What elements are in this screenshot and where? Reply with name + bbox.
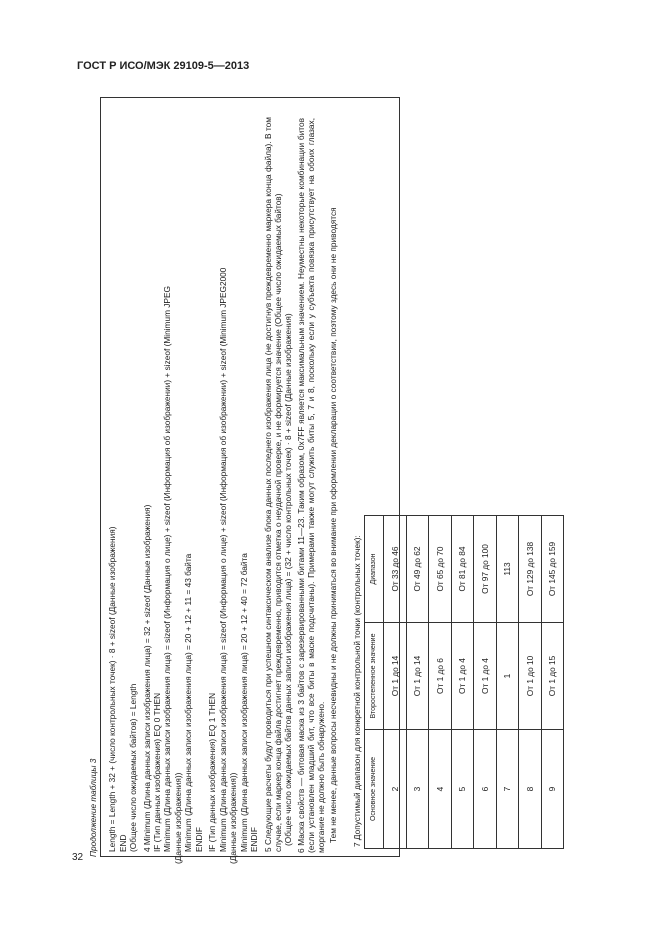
table-cell: 5 bbox=[451, 730, 474, 849]
range-table-body bbox=[384, 516, 564, 849]
table-cell: От 1 до 14 bbox=[406, 623, 429, 730]
note-paragraph-5: 5 Следующие расчеты будут проводиться при успешном синтаксическом анализе блока данных последнего изображения лица (не достигнув преждевременно маркера конца файла). В том случае, если маркер конца файла достигнет преждевременно, приводится отметка о неудачной проверке, и не формируется значение (Общее число ожидаемых байтов) bbox=[263, 117, 283, 852]
code-line: IF (Тип данных изображения) EQ 0 THEN bbox=[152, 692, 162, 852]
table-cell: 7 bbox=[496, 730, 519, 849]
table-cell: От 1 до 10 bbox=[519, 623, 542, 730]
table-cell: 1 bbox=[496, 623, 519, 730]
code-line: Minimum (Длина данных записи изображения лица) = sizeof (Информация о лице) + sizeof (Информация об изображении) + sizeof (Minimum JPEG bbox=[162, 286, 172, 852]
rotated-range-table bbox=[88, 92, 558, 857]
table-cell: От 65 до 70 bbox=[429, 516, 452, 623]
page-number: 32 bbox=[72, 852, 84, 863]
table-cell: От 49 до 62 bbox=[406, 516, 429, 623]
table-cell: 2 bbox=[384, 730, 407, 849]
table-row bbox=[406, 516, 429, 849]
table-cell: От 1 до 4 bbox=[474, 623, 497, 730]
table-cell: От 1 до 4 bbox=[451, 623, 474, 730]
code-line: Minimum (Длина данных записи изображения лица) = sizeof (Информация о лице) + sizeof (Информация об изображении) + sizeof (Minimum JPEG2000 bbox=[218, 267, 228, 852]
code-line: ENDIF bbox=[194, 827, 204, 852]
document-header: ГОСТ Р ИСО/МЭК 29109-5—2013 bbox=[77, 60, 250, 72]
note-paragraph-6: 6 Маска свойств — битовая маска из 3 байтов с зарезервированными битами 11—23. Таким образом, 0x7FF является максимальным значением. Неуместны некоторые комбинации битов (если установлен младший бит, что все биты в маске подсчитаны). Примерами также могут служить биты 5, 7 и 8, поскольку если у субъекта повязка присутствует на обоих глазах, моргание не должно быть обнаружено. bbox=[296, 118, 326, 853]
table-row bbox=[451, 516, 474, 849]
table-row bbox=[496, 516, 519, 849]
table-cell: От 1 до 6 bbox=[429, 623, 452, 730]
table-cell: 6 bbox=[474, 730, 497, 849]
table-row bbox=[474, 516, 497, 849]
code-line: ENDIF bbox=[249, 827, 259, 852]
code-line: IF (Тип данных изображения) EQ 1 THEN bbox=[207, 692, 217, 852]
table-row bbox=[429, 516, 452, 849]
table-header: Второстепенное значение bbox=[365, 623, 384, 730]
table-row bbox=[541, 516, 564, 849]
continuation-label: Продолжение таблицы 3 bbox=[88, 758, 98, 857]
range-table bbox=[364, 515, 564, 849]
table-cell: 8 bbox=[519, 730, 542, 849]
table-cell: 4 bbox=[429, 730, 452, 849]
table-cell: 3 bbox=[406, 730, 429, 849]
code-line: Minimum (Длина данных записи изображения лица) = 20 + 12 + 40 = 72 байта bbox=[239, 553, 249, 852]
table-cell: 9 bbox=[541, 730, 564, 849]
code-line: Length = Length + 32 + (число контрольных точек) · 8 + sizeof (Данные изображения) bbox=[107, 526, 117, 852]
table-header: Основное значение bbox=[365, 730, 384, 849]
table-cell: От 81 до 84 bbox=[451, 516, 474, 623]
table-cell: 113 bbox=[496, 516, 519, 623]
code-line: (Данные изображения)) bbox=[228, 772, 238, 864]
table-cell: От 129 до 138 bbox=[519, 516, 542, 623]
table-cell: От 97 до 100 bbox=[474, 516, 497, 623]
table-cell: От 145 до 159 bbox=[541, 516, 564, 623]
code-line: (Общее число ожидаемых байтов) = Length bbox=[128, 683, 138, 852]
code-line: Minimum (Длина данных записи изображения лица) = 20 + 12 + 11 = 43 байта bbox=[183, 553, 193, 852]
code-line: END bbox=[118, 834, 128, 852]
table-row bbox=[384, 516, 407, 849]
table-row bbox=[519, 516, 542, 849]
table-cell: От 1 до 14 bbox=[384, 623, 407, 730]
table-cell: От 1 до 15 bbox=[541, 623, 564, 730]
note-paragraph: Тем не менее, данные вопросы несчевидны и не должны приниматься во внимание при оформлении декларации о соответствии, поэтому здесь они не приводятся bbox=[328, 207, 338, 843]
table-cell: От 33 до 46 bbox=[384, 516, 407, 623]
formula-line: (Общее число ожидаемых байтов данных записи изображения лица) = (32 + число контрольных точек) · 8 + sizeof (Данные изображения) bbox=[283, 313, 293, 846]
code-line: (Данные изображения)) bbox=[173, 772, 183, 864]
note-paragraph-7: 7 Допустимый диапазон для конкретной контрольной точки (контрольных точек): bbox=[352, 535, 362, 847]
code-line: 4 Minimum (Длина данных записи изображения лица) = 32 + sizeof (Данные изображения) bbox=[142, 504, 152, 852]
table-header: Диапазон bbox=[365, 516, 384, 623]
